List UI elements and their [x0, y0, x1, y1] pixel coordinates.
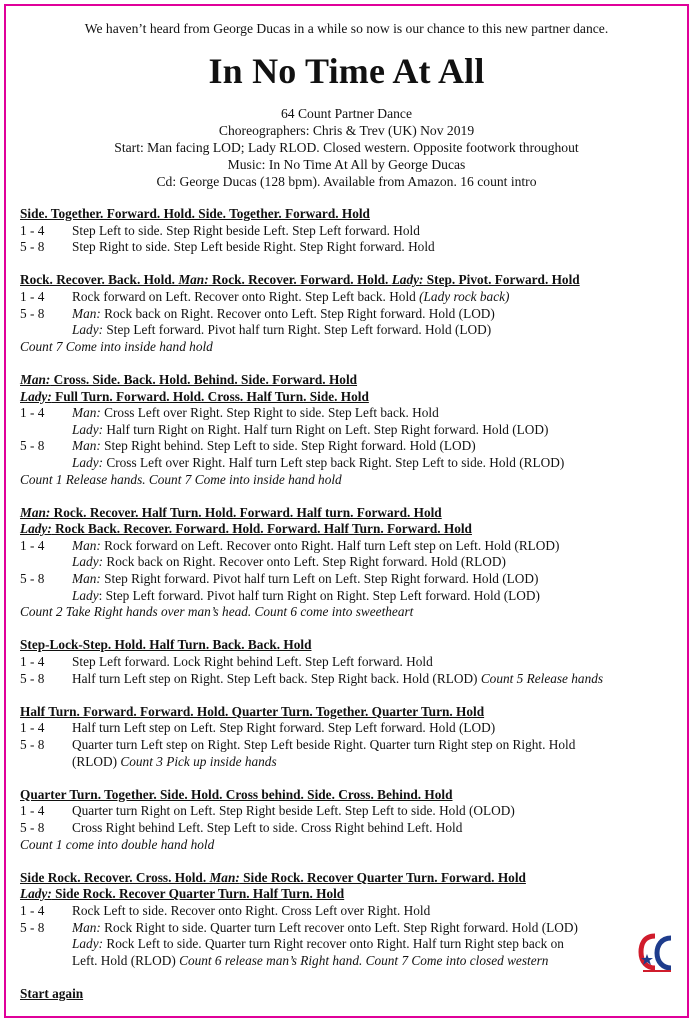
dance-info	[6, 105, 687, 190]
count: 1 - 4	[20, 803, 45, 819]
step-text: Half turn Left step on Left. Step Right forward. Step Left forward. Hold (LOD)	[72, 720, 496, 736]
dance-sheet-page	[4, 4, 689, 1018]
heading-role-man: Man:	[20, 371, 51, 387]
dance-count: 64 Count Partner Dance	[281, 106, 412, 121]
step-subrow	[20, 936, 680, 953]
count: 5 - 8	[20, 305, 45, 321]
count: 5 - 8	[20, 670, 45, 686]
step-text-part: Rock Right to side. Quarter turn Left recover onto Left. Step Right forward. Hold (LOD)	[100, 919, 578, 935]
step-text: Step Left to side. Step Right beside Left. Step Left forward. Hold	[72, 222, 420, 238]
step-row	[20, 654, 680, 671]
step-text-part: Cross Left over Right. Step Right to side. Step Left back. Hold	[100, 405, 439, 421]
section-heading: Step-Lock-Step. Hold. Half Turn. Back. Back. Hold	[20, 637, 312, 653]
heading-part: Full Turn. Forward. Hold. Cross. Half Turn. Side. Hold	[51, 388, 369, 404]
count: 5 - 8	[20, 737, 45, 752]
step-text-part: Step Left forward. Pivot half turn Right. Step Left forward. Hold (LOD)	[103, 322, 492, 338]
section-3	[20, 372, 680, 488]
step-text: Quarter turn Left step on Right. Step Left beside Right. Quarter turn Right step on Right. Hold	[72, 737, 576, 752]
step-text	[72, 920, 680, 937]
step-text-part: : Step Left forward. Pivot half turn Right on Right. Step Left forward. Hold (LOD)	[98, 587, 540, 603]
section-note: Count 1 come into double hand hold	[20, 836, 215, 852]
cc-logo	[637, 930, 677, 976]
step-text-part: Step Right behind. Step Left to side. Step Right forward. Hold (LOD)	[100, 438, 476, 454]
step-text	[72, 405, 680, 422]
count: 1 - 4	[20, 902, 45, 918]
intro-text: We haven’t heard from George Ducas in a while so now is our chance to this new partner dance.	[84, 21, 609, 36]
section-heading-lady	[20, 886, 680, 903]
section-5	[20, 637, 680, 687]
section-heading: Quarter Turn. Together. Side. Hold. Cross behind. Side. Cross. Behind. Hold	[20, 786, 453, 802]
role-lady: Lady:	[72, 322, 104, 338]
count: 1 - 4	[20, 222, 45, 238]
music: Music: In No Time At All by George Ducas	[227, 157, 466, 172]
step-text-part: (RLOD)	[72, 753, 121, 769]
step-row	[20, 438, 680, 455]
step-text: Rock Left to side. Recover onto Right. Cross Left over Right. Hold	[72, 902, 431, 918]
section-note: Count 2 Take Right hands over man’s head. Count 6 come into sweetheart	[20, 604, 414, 620]
count: 1 - 4	[20, 288, 45, 304]
heading-role-man: Man:	[209, 869, 240, 885]
section-7	[20, 787, 680, 853]
role-man: Man:	[72, 571, 101, 587]
section-4	[20, 505, 680, 621]
step-row	[20, 903, 680, 920]
step-text	[72, 571, 680, 588]
step-note: Count 6 release man’s Right hand. Count 7 Come into closed western	[179, 952, 549, 968]
step-text	[72, 538, 680, 555]
step-row	[20, 239, 680, 256]
count: 1 - 4	[20, 405, 45, 421]
step-text: Cross Right behind Left. Step Left to side. Cross Right behind Left. Hold	[72, 819, 463, 835]
step-row	[20, 737, 680, 754]
heading-role-lady: Lady:	[391, 272, 424, 288]
section-heading: Side. Together. Forward. Hold. Side. Together. Forward. Hold	[20, 206, 370, 221]
step-text-part: Half turn Right on Right. Half turn Right on Left. Step Right forward. Hold (LOD)	[103, 421, 549, 437]
section-8	[20, 870, 680, 970]
step-text	[72, 289, 680, 306]
count: 5 - 8	[20, 438, 45, 454]
count: 5 - 8	[20, 919, 45, 935]
step-text-part: Rock forward on Left. Recover onto Right. Step Left back. Hold	[72, 288, 420, 304]
step-row	[20, 820, 680, 837]
heading-role-man: Man:	[178, 272, 209, 288]
role-lady: Lady:	[72, 421, 104, 437]
section-note: Count 7 Come into inside hand hold	[20, 338, 213, 354]
section-heading-man	[20, 870, 680, 887]
heading-role-man: Man:	[20, 504, 51, 520]
step-subrow	[20, 554, 680, 571]
step-subrow	[20, 422, 680, 439]
step-subrow	[20, 322, 680, 339]
role-lady: Lady:	[72, 936, 104, 952]
step-text: Step Right to side. Step Left beside Right. Step Right forward. Hold	[72, 239, 435, 255]
step-note: Count 5 Release hands	[480, 670, 604, 686]
step-row	[20, 720, 680, 737]
section-note: Count 1 Release hands. Count 7 Come into inside hand hold	[20, 471, 342, 487]
section-heading-lady	[20, 521, 680, 538]
section-1	[20, 206, 680, 256]
step-text-part: Cross Left over Right. Half turn Left step back Right. Step Left to side. Hold (RLOD)	[103, 454, 565, 470]
step-text-part: Rock Left to side. Quarter turn Right recover onto Right. Half turn Right step back on	[103, 936, 564, 952]
heading-role-lady: Lady:	[20, 388, 52, 404]
count: 5 - 8	[20, 571, 45, 587]
step-subrow	[20, 455, 680, 472]
step-text	[72, 438, 680, 455]
heading-part: Cross. Side. Back. Hold. Behind. Side. Forward. Hold	[50, 371, 358, 387]
role-lady: Lady:	[72, 454, 104, 470]
count: 5 - 8	[20, 239, 45, 255]
start-again-label: Start again	[20, 985, 84, 1001]
heading-part: Rock Back. Recover. Forward. Hold. Forward. Half Turn. Forward. Hold	[51, 521, 472, 537]
section-6	[20, 704, 680, 770]
heading-part: Side Rock. Recover. Cross. Hold.	[20, 869, 210, 885]
heading-part: Rock. Recover. Forward. Hold.	[208, 272, 392, 288]
role-man: Man:	[72, 405, 101, 421]
count: 1 - 4	[20, 537, 45, 553]
count: 1 - 4	[20, 720, 45, 736]
section-heading-man	[20, 372, 680, 389]
section-heading	[20, 272, 680, 289]
step-note: (Lady rock back)	[419, 288, 510, 304]
step-subrow	[20, 953, 680, 970]
step-text: Step Left forward. Lock Right behind Left. Step Left forward. Hold	[72, 654, 433, 670]
choreographers: Choreographers: Chris & Trev (UK) Nov 2019	[218, 123, 475, 138]
step-row	[20, 920, 680, 937]
heading-role-lady: Lady:	[20, 886, 52, 902]
section-heading-lady	[20, 389, 680, 406]
start-position: Start: Man facing LOD; Lady RLOD. Closed western. Opposite footwork throughout	[114, 140, 579, 155]
heading-part: Rock. Recover. Half Turn. Hold. Forward. Half turn. Forward. Hold	[50, 504, 442, 520]
step-subrow	[20, 754, 680, 771]
step-text-part: Left. Hold (RLOD)	[72, 952, 180, 968]
role-man: Man:	[72, 438, 101, 454]
section-heading-man	[20, 505, 680, 522]
step-row	[20, 405, 680, 422]
heading-part: Rock. Recover. Back. Hold.	[20, 272, 179, 288]
heading-part: Step. Pivot. Forward. Hold	[423, 272, 580, 288]
heading-role-lady: Lady:	[20, 521, 52, 537]
step-text-part: Rock back on Right. Recover onto Left. Step Right forward. Hold (LOD)	[100, 305, 495, 321]
role-lady: Lady:	[72, 554, 104, 570]
heading-part: Side Rock. Recover Quarter Turn. Half Turn. Hold	[51, 886, 345, 902]
section-heading: Half Turn. Forward. Forward. Hold. Quarter Turn. Together. Quarter Turn. Hold	[20, 703, 485, 719]
role-man: Man:	[72, 537, 101, 553]
step-row	[20, 571, 680, 588]
step-text-part: Step Right forward. Pivot half turn Left on Left. Step Right forward. Hold (LOD)	[100, 571, 539, 587]
step-text-part: Rock forward on Left. Recover onto Right. Half turn Left step on Left. Hold (RLOD)	[100, 537, 560, 553]
role-man: Man:	[72, 305, 101, 321]
role-lady: Lady	[72, 587, 99, 603]
step-row	[20, 289, 680, 306]
step-sheet	[20, 206, 680, 1003]
cd-info: Cd: George Ducas (128 bpm). Available from Amazon. 16 count intro	[156, 174, 537, 189]
step-row	[20, 671, 680, 688]
count: 5 - 8	[20, 819, 45, 835]
step-row	[20, 306, 680, 323]
heading-part: Side Rock. Recover Quarter Turn. Forward. Hold	[239, 869, 526, 885]
step-row	[20, 803, 680, 820]
step-text	[72, 671, 680, 688]
section-2	[20, 272, 680, 355]
step-text-part: Rock back on Right. Recover onto Left. Step Right forward. Hold (RLOD)	[103, 554, 506, 570]
step-row	[20, 538, 680, 555]
step-text	[72, 306, 680, 323]
role-man: Man:	[72, 919, 101, 935]
step-text-part: Half turn Left step on Right. Step Left back. Step Right back. Hold (RLOD)	[72, 670, 481, 686]
step-subrow	[20, 588, 680, 605]
page-title: In No Time At All	[208, 51, 485, 91]
step-text: Quarter turn Right on Left. Step Right beside Left. Step Left to side. Hold (OLOD)	[72, 803, 515, 819]
step-note: Count 3 Pick up inside hands	[120, 753, 277, 769]
step-row	[20, 223, 680, 240]
count: 1 - 4	[20, 654, 45, 670]
